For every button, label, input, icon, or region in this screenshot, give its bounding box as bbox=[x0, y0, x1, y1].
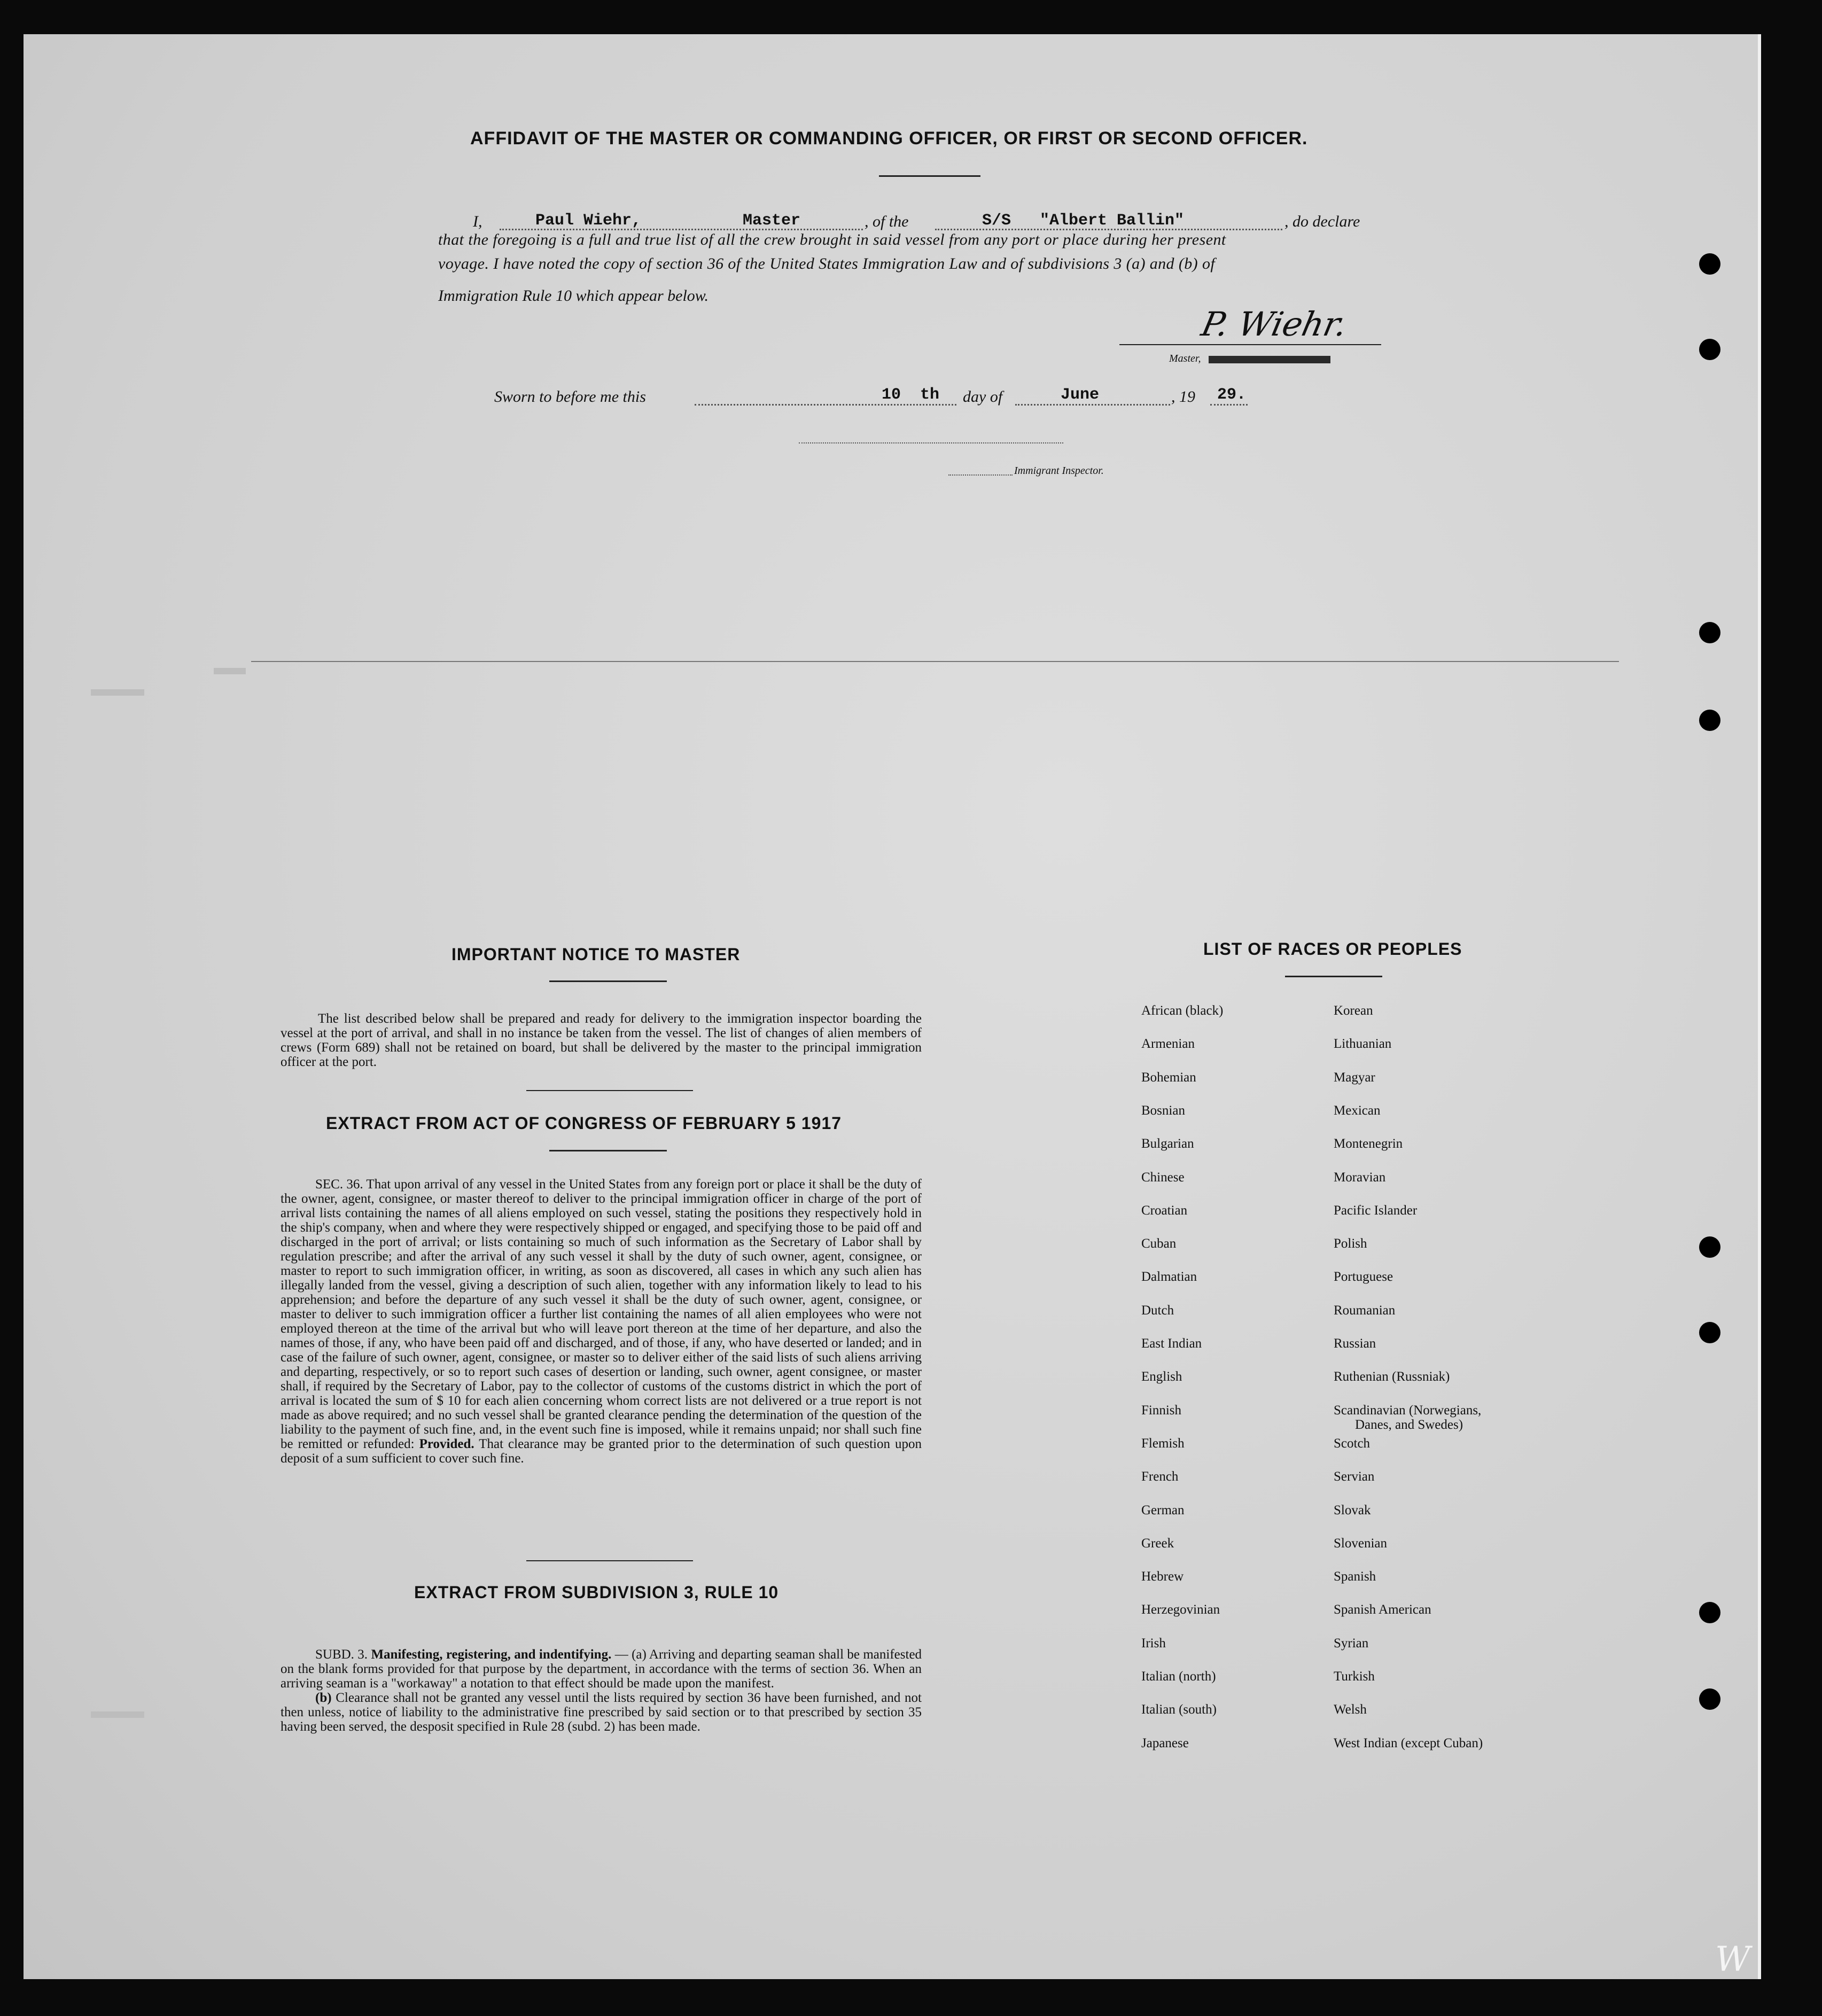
race-right-item: Lithuanian bbox=[1334, 1037, 1392, 1051]
race-left-item: Italian (south) bbox=[1141, 1702, 1217, 1717]
race-right-item: Portuguese bbox=[1334, 1270, 1393, 1284]
race-right-item: Slovak bbox=[1334, 1503, 1371, 1517]
race-right-item: Spanish American bbox=[1334, 1602, 1431, 1617]
race-left-item: Cuban bbox=[1141, 1236, 1177, 1251]
races-heading: LIST OF RACES OR PEOPLES bbox=[1203, 939, 1462, 959]
race-right-item: Slovenian bbox=[1334, 1536, 1387, 1551]
inspector-caption: Immigrant Inspector. bbox=[1014, 465, 1104, 477]
race-right-item: Russian bbox=[1334, 1336, 1376, 1351]
bleed-through-mark bbox=[214, 668, 246, 674]
punch-hole bbox=[1699, 622, 1720, 643]
month-line bbox=[1015, 404, 1170, 406]
page-edge bbox=[1758, 34, 1761, 1979]
race-left-item: Italian (north) bbox=[1141, 1669, 1216, 1684]
race-left-item: Dalmatian bbox=[1141, 1270, 1197, 1284]
subd-title: Manifesting, registering, and indentifying. bbox=[371, 1647, 612, 1662]
notice-text: The list described below shall be prepared and ready for delivery to the immigration inspector boarding the vessel at the port of arrival, and shall in no instance be taken from the vessel. The list of changes of alien members of crews (Form 689) shall not be retained on board, but shall be delivered by the master to the principal immigration officer at the port. bbox=[281, 1011, 922, 1069]
master-name: Paul Wiehr, bbox=[535, 212, 642, 230]
do-declare-label: , do declare bbox=[1284, 213, 1360, 230]
race-left-item: Bulgarian bbox=[1141, 1137, 1194, 1151]
race-left-item: Croatian bbox=[1141, 1203, 1188, 1218]
races-rule bbox=[1285, 976, 1382, 977]
race-right-item: Scandinavian (Norwegians, bbox=[1334, 1403, 1482, 1418]
notice-rule bbox=[549, 980, 667, 982]
race-left-item: Armenian bbox=[1141, 1037, 1195, 1051]
race-left-item: Chinese bbox=[1141, 1170, 1185, 1185]
punch-hole bbox=[1699, 1322, 1720, 1343]
day-value: 10 th bbox=[882, 386, 940, 404]
i-label: I, bbox=[473, 213, 482, 230]
year-value: 29. bbox=[1217, 386, 1247, 404]
race-right-item: Moravian bbox=[1334, 1170, 1386, 1185]
punch-hole bbox=[1699, 1688, 1720, 1710]
race-right-item: Polish bbox=[1334, 1236, 1367, 1251]
affidavit-line-3: voyage. I have noted the copy of section 36 of the United States Immigration Law and of subdivisions 3 (a) and (b) of bbox=[438, 255, 1216, 273]
subd-b: Clearance shall not be granted any vessel until the lists required by section 36 have been furnished, and not then unless, notice of liability to the administrative fine prescribed by said section or to that prescribed by section 35 having been served, the desposit specified in Rule 28 (subd. 2) has been made. bbox=[281, 1691, 922, 1734]
master-caption: Master, bbox=[1169, 353, 1201, 364]
affidavit-heading: AFFIDAVIT OF THE MASTER OR COMMANDING OFFICER, OR FIRST OR SECOND OFFICER. bbox=[470, 128, 1308, 149]
rule-heading: EXTRACT FROM SUBDIVISION 3, RULE 10 bbox=[414, 1583, 779, 1602]
act-text bbox=[281, 1177, 922, 1466]
signature: P. Wiehr. bbox=[1198, 305, 1351, 344]
race-right-item: Servian bbox=[1334, 1469, 1375, 1484]
race-left-item: Herzegovinian bbox=[1141, 1602, 1220, 1617]
act-provided: Provided. bbox=[419, 1437, 474, 1451]
master-rank: Master bbox=[743, 212, 801, 230]
punch-hole bbox=[1699, 339, 1720, 360]
of-the-label: , of the bbox=[865, 213, 909, 230]
signature-line bbox=[1119, 344, 1381, 345]
act-rule bbox=[549, 1150, 667, 1151]
race-left-item: East Indian bbox=[1141, 1336, 1202, 1351]
race-left-item: Greek bbox=[1141, 1536, 1174, 1551]
race-left-item: French bbox=[1141, 1469, 1179, 1484]
race-right-item: Korean bbox=[1334, 1003, 1373, 1018]
heading-rule bbox=[879, 175, 980, 177]
punch-hole bbox=[1699, 710, 1720, 731]
act-body-end: That clearance may be granted prior to the determination of such question upon deposit of a sum sufficient to cover such fine. bbox=[281, 1437, 922, 1466]
race-right-item: Spanish bbox=[1334, 1569, 1376, 1584]
bleed-through-mark bbox=[91, 689, 144, 696]
vessel-name: S/S "Albert Ballin" bbox=[982, 212, 1185, 230]
race-right-item: Montenegrin bbox=[1334, 1137, 1403, 1151]
race-left-item: Finnish bbox=[1141, 1403, 1182, 1418]
race-left-item: German bbox=[1141, 1503, 1185, 1517]
race-left-item: Bosnian bbox=[1141, 1103, 1185, 1118]
act-body: SEC. 36. That upon arrival of any vessel in the United States from any foreign port or place it shall be the duty of the owner, agent, consignee, or master thereof to deliver to the principal immigration officer in charge of the port of arrival lists containing the names of all aliens employed on such vessel, stating the positions they respectively hold in the ship's company, when and where they were respectively shipped or engaged, and specifying those to be paid off and discharged in the port of arrival; or lists containing so much of such information as the Secretary of Labor shall by regulation prescribe; and after the arrival of any such vessel it shall by the duty of such owner, agent, consignee, or master to report to such immigration officer, in writing, as soon as discovered, all cases in which any such alien has illegally landed from the vessel, giving a description of such alien, together with any information likely to lead to his apprehension; and before the departure of any such vessel it shall be the duty of such owner, agent, consignee, or master to deliver to such immigration officer a further list containing the names of all alien employees who were not employed thereon at the time of the arrival but who will leave port thereon at the time of her departure, and also the names of those, if any, who have been paid off and discharged, and of those, if any, who have deserted or landed; and in case of the failure of such owner, agent, consignee, or master so to deliver either of the said lists of such aliens arriving and departing, respectively, or so to report such cases of desertion or landing, such owner, agent consignee, or master shall, if required by the Secretary of Labor, pay to the collector of customs of the customs district in which the port of arrival is located the sum of $ 10 for each alien concerning whom correct lists are not delivered or a true report is not made as above required; and no such vessel shall be granted clearance pending the determination of the question of the liability to the payment of such fine, and, in the event such fine is imposed, while it remains unpaid; nor shall such fine be remitted or refunded: bbox=[281, 1177, 922, 1451]
month-value: June bbox=[1061, 386, 1100, 404]
subd-b-label: (b) bbox=[315, 1691, 332, 1705]
sworn-label: Sworn to before me this bbox=[494, 388, 646, 406]
struck-out-title bbox=[1209, 356, 1330, 363]
race-right-item: Pacific Islander bbox=[1334, 1203, 1418, 1218]
inspector-caption-line bbox=[948, 474, 1013, 476]
race-left-item: Hebrew bbox=[1141, 1569, 1184, 1584]
day-line bbox=[695, 404, 956, 406]
race-right-item: Ruthenian (Russniak) bbox=[1334, 1369, 1450, 1384]
corner-mark: W bbox=[1715, 1940, 1750, 1979]
inspector-sign-line bbox=[799, 442, 1063, 443]
punch-hole bbox=[1699, 1236, 1720, 1258]
act-divider bbox=[526, 1560, 693, 1561]
race-left-item: Dutch bbox=[1141, 1303, 1174, 1318]
affidavit-line-4: Immigration Rule 10 which appear below. bbox=[438, 287, 709, 305]
race-left-item: Japanese bbox=[1141, 1736, 1189, 1750]
race-left-item: Irish bbox=[1141, 1636, 1166, 1651]
day-of-label: day of bbox=[963, 388, 1003, 406]
notice-heading: IMPORTANT NOTICE TO MASTER bbox=[451, 945, 741, 964]
race-left-item: Flemish bbox=[1141, 1436, 1185, 1451]
subd-a: — (a) Arriving and departing seaman shall be manifested on the blank forms provided for that purpose by the department, in accordance with the terms of section 36. When an arriving seaman is a "workaway" a notation to that effect should be made upon the manifest. bbox=[281, 1647, 922, 1691]
race-right-item: Magyar bbox=[1334, 1070, 1375, 1085]
race-right-item: Welsh bbox=[1334, 1702, 1367, 1717]
punch-hole bbox=[1699, 1602, 1720, 1623]
race-right-item: West Indian (except Cuban) bbox=[1334, 1736, 1483, 1750]
race-left-item: African (black) bbox=[1141, 1003, 1224, 1018]
year-line bbox=[1210, 404, 1248, 406]
race-right-item: Turkish bbox=[1334, 1669, 1375, 1684]
affidavit-line-2: that the foregoing is a full and true list of all the crew brought in said vessel from any port or place during her present bbox=[438, 231, 1226, 248]
rule-text bbox=[281, 1647, 922, 1734]
race-right-item: Danes, and Swedes) bbox=[1355, 1418, 1463, 1432]
subd-label: SUBD. 3. bbox=[315, 1647, 368, 1662]
act-heading: EXTRACT FROM ACT OF CONGRESS OF FEBRUARY 5 1917 bbox=[326, 1114, 842, 1133]
year-prefix: , 19 bbox=[1171, 388, 1195, 406]
punch-hole bbox=[1699, 253, 1720, 275]
notice-divider bbox=[526, 1090, 693, 1091]
race-right-item: Mexican bbox=[1334, 1103, 1381, 1118]
race-right-item: Syrian bbox=[1334, 1636, 1369, 1651]
race-left-item: Bohemian bbox=[1141, 1070, 1196, 1085]
race-right-item: Scotch bbox=[1334, 1436, 1371, 1451]
race-left-item: English bbox=[1141, 1369, 1182, 1384]
race-right-item: Roumanian bbox=[1334, 1303, 1396, 1318]
bleed-through-mark bbox=[91, 1711, 144, 1718]
faint-separator bbox=[251, 661, 1619, 662]
